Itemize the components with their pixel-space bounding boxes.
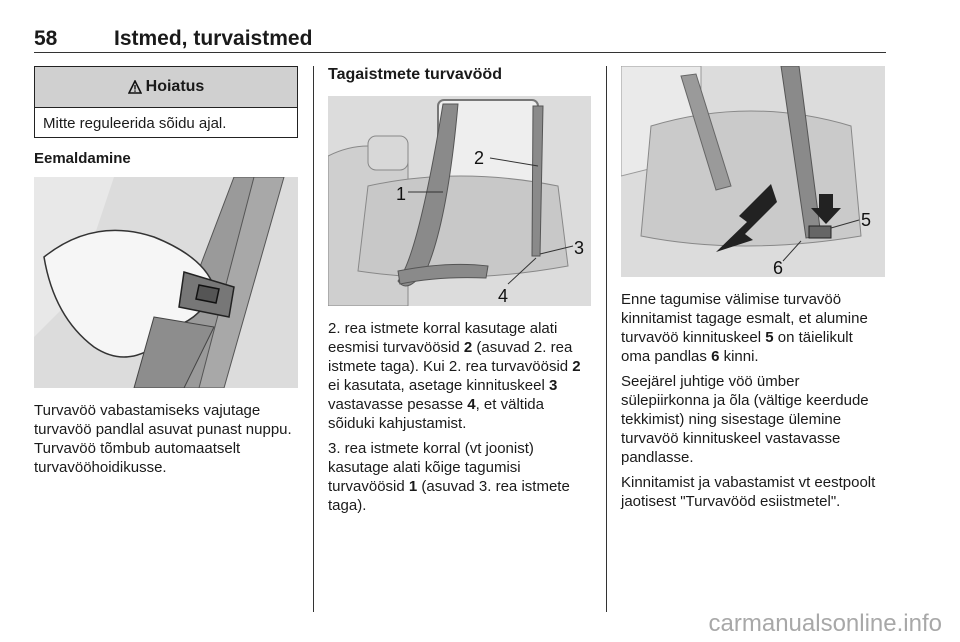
removal-paragraph: Turvavöö vabastamiseks vajutage turvavöö pandlal asuvat punast nuppu. Turvavöö tõmbub automaatselt turvavööhoidikusse. (34, 402, 292, 476)
warning-triangle-icon (128, 80, 142, 94)
second-row-paragraph: 2. rea istmete korral kasutage alati eesmisi turvavöösid 2 (asuvad 2. rea istmete taga). Kui 2. rea turvavöösid 2 ei kasutata, asetage kinnituskeel 3 vastavasse pesasse 4, et vältida sõiduki kahjustamist. (328, 320, 581, 432)
column-divider-right (606, 66, 607, 612)
reference-paragraph: Kinnitamist ja vabastamist vt eestpoolt jaotisest "Turvavööd esiistmetel". (621, 474, 876, 510)
figure-label-2: 2 (474, 148, 485, 168)
section-title: Istmed, turvaistmed (114, 27, 313, 50)
page-header (34, 28, 886, 50)
buckle-paragraph: Enne tagumise välimise turvavöö kinnitamist tagage esmalt, et alumine turvavöö kinnituskeel 5 on täielikult oma pandlas 6 kinni. (621, 291, 868, 365)
third-row-paragraph: 3. rea istmete korral (vt joonist) kasutage alati kõige tagumisi turvavöösid 1 (asuvad 3. rea istmete taga). (328, 440, 570, 514)
figure-label-5: 5 (861, 210, 872, 230)
page-number: 58 (34, 27, 58, 50)
routing-paragraph: Seejärel juhtige vöö ümber sülepiirkonna ja õla (vältige keerdude tekkimist) ning sisestage ülemine turvavöö kinnituskeel vastavasse pandlasse. (621, 373, 869, 466)
belt-release-illustration (34, 177, 298, 388)
rear-seatbelts-heading: Tagaistmete turvavööd (328, 66, 502, 83)
rear-seatbelts-illustration (328, 96, 591, 306)
column-divider-left (313, 66, 314, 612)
warning-title: Hoiatus (145, 78, 205, 95)
header-rule (34, 52, 886, 53)
outer-seatbelt-text (621, 290, 885, 517)
outer-seatbelt-illustration (621, 66, 885, 277)
figure-label-6: 6 (773, 258, 784, 277)
warning-text: Mitte reguleerida sõidu ajal. (43, 115, 227, 132)
rear-seatbelts-text (328, 319, 592, 521)
warning-header (35, 67, 297, 108)
subheading-removal: Eemaldamine (34, 150, 131, 167)
watermark: carmanualsonline.info (708, 610, 942, 637)
figure-label-1: 1 (396, 184, 407, 204)
figure-label-4: 4 (498, 286, 509, 306)
warning-box (34, 66, 298, 138)
figure-label-3: 3 (574, 238, 585, 258)
